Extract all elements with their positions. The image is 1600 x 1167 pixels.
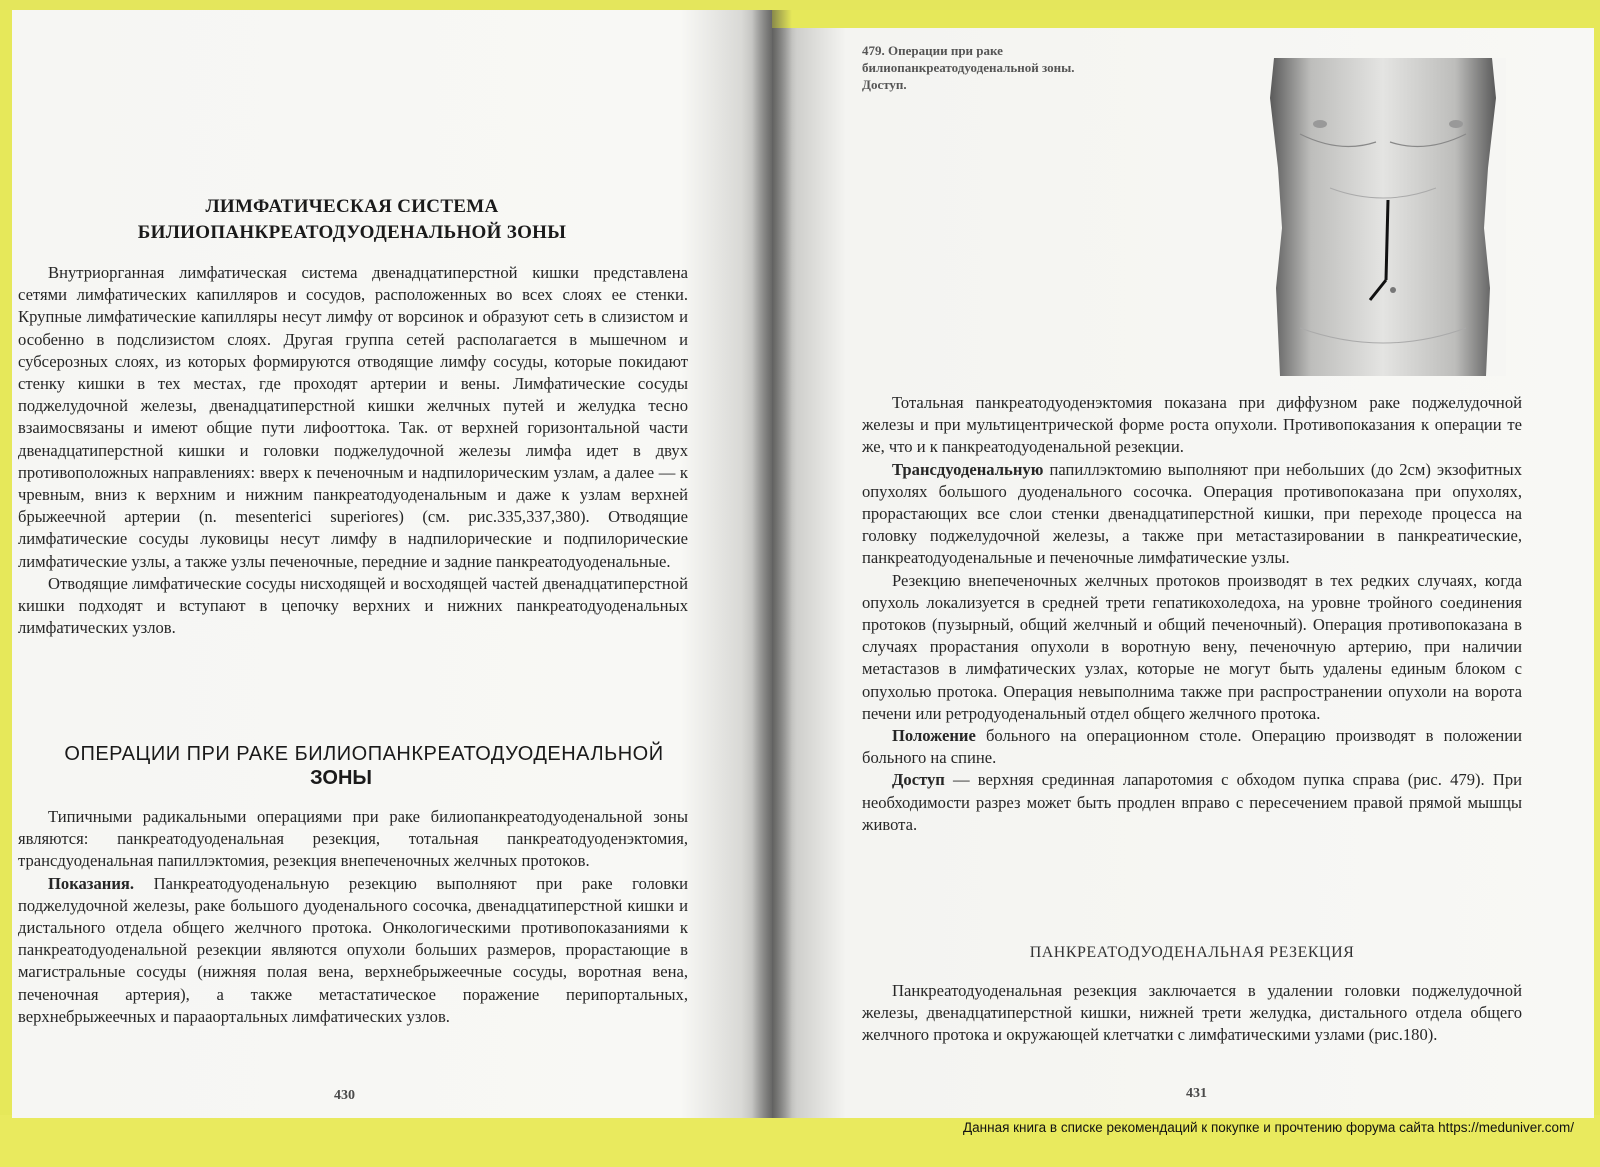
book-spine-shadow xyxy=(752,10,792,1118)
lymph-heading xyxy=(12,194,692,246)
paragraph xyxy=(862,725,1522,769)
position-text: больного на операционном столе. Операцию производят в положении больного на спине. xyxy=(862,726,1522,768)
lymph-heading-line2: БИЛИОПАНКРЕАТОДУОДЕНАЛЬНОЙ ЗОНЫ xyxy=(137,222,567,243)
resection-heading: ПАНКРЕАТОДУОДЕНАЛЬНАЯ РЕЗЕКЦИЯ xyxy=(1029,944,1355,961)
right-text-block xyxy=(862,392,1522,836)
indications-lead: Показания. xyxy=(48,873,135,893)
right-page xyxy=(772,28,1594,1118)
operations-heading-line1: ОПЕРАЦИИ ПРИ РАКЕ БИЛИОПАНКРЕАТОДУОДЕНАЛЬНОЙ xyxy=(64,743,664,765)
position-lead: Положение xyxy=(892,726,976,746)
paragraph: Резекцию внепеченочных желчных протоков производят в тех редких случаях, когда опухоль локализуется в средней трети гепатикохоледоха, на уровне тройного соединения протоков (пузырный, общий желчный и общий печеночный). Операция противопоказана в случаях прорастания опухоли в воротную вену, печеночную артерию, при наличии метастазов в лимфатических узлах, которые не могут быть удалены единым блоком с опухолью протока. Операция невыполнима также при распространении опухоли на ворота печени или ретродуоденальный отдел общего желчного протока. xyxy=(862,570,1522,723)
page-number-right: 431 xyxy=(1186,1086,1207,1101)
transduodenal-lead: Трансдуоденальную xyxy=(892,459,1044,479)
paragraph xyxy=(862,769,1522,836)
access-lead: Доступ xyxy=(892,770,945,790)
left-page xyxy=(12,10,772,1118)
paragraph: Панкреатодуоденальная резекция заключается в удалении головки поджелудочной железы, двенадцатиперстной кишки, нижней трети желудка, дистального отдела общего желчного протока и окружающей клетчатки с лимфатическими узлами (рис.180). xyxy=(862,981,1522,1045)
paragraph xyxy=(862,459,1522,570)
paragraph: Внутриорганная лимфатическая система двенадцатиперстной кишки представлена сетями лимфатических капилляров и сосудов, расположенных во всех слоях ее стенки. Крупные лимфатические капилляры несут лимфу от ворсинок и образуют сеть в слизистом и особенно в подслизистом слоях. Другая группа сетей располагается в мышечном и субсерозных слоях, из которых формируются отводящие лимфу сосуды, которые покидают стенку кишки в тех местах, где проходят артерии и вены. Лимфатические сосуды поджелудочной железы, двенадцатиперстной кишки желчных путей и желудка тесно взаимосвязаны и имеют общие пути лифооттока. Так. от верхней горизонтальной части двенадцатиперстной кишки и головки поджелудочной железы лимфа идет в двух противоположных направлениях: вверх к печеночным и надпилорическим узлам, а далее — к чревным, вниз к верхним и нижним панкреатодуоденальным и даже к узлам верхней брыжеечной артерии (n. mesenterici superiores) (см. рис.335,337,380). Отводящие лимфатические сосуды луковицы несут лимфу в надпилорические и подпилорические лимфатические узлы, а также узлы печеночные, передние и задние панкреатодуоденальные. xyxy=(18,263,688,571)
operations-heading-line2: ЗОНЫ xyxy=(310,767,372,789)
top-highlight-band xyxy=(0,0,1600,10)
torso-incision-illustration xyxy=(1260,58,1506,376)
paragraph: Тотальная панкреатодуоденэктомия показана при диффузном раке поджелудочной железы и при мультицентрической форме роста опухоли. Противопоказания к операции те же, что и к панкреатодуоденальной резекции. xyxy=(862,393,1522,457)
access-text: — верхняя срединная лапаротомия с обходом пупка справа (рис. 479). При необходимости разрез может быть продлен вправо с пересечением правой прямой мышцы живота. xyxy=(862,770,1522,834)
lymph-heading-line1: ЛИМФАТИЧЕСКАЯ СИСТЕМА xyxy=(205,196,499,217)
indications-text: Панкреатодуоденальную резекцию выполняют при раке головки поджелудочной железы, раке большого дуоденального сосочка, двенадцатиперстной кишки и дистального отдела общего желчного протока. Онкологическими противопоказаниями к панкреатодуоденальной резекции являются опухоли больших размеров, прорастающие в магистральные сосуды (нижняя полая вена, верхнебрыжеечные сосуды, воротная вена, печеночная артерия), а также метастатическое поражение перипортальных, верхнебрыжеечных и парааортальных лимфатических узлов. xyxy=(18,873,688,1026)
page-number-left: 430 xyxy=(334,1088,355,1103)
footer-recommendation: Данная книга в списке рекомендаций к покупке и прочтению форума сайта https://meduniver.com/ xyxy=(963,1120,1574,1135)
transduodenal-text: папиллэктомию выполняют при небольших (до 2см) экзофитных опухолях большого дуоденального сосочка. Операция противопоказана при опухолях, прорастающих все слои стенки двенадцатиперстной кишки, при переходе процесса на головку поджелудочной железы, а также при метастазировании в панкреатические, панкреатодуоденальные и печеночные лимфатические узлы. xyxy=(862,459,1522,568)
operations-text-block xyxy=(18,806,688,1028)
paragraph: Отводящие лимфатические сосуды нисходящей и восходящей частей двенадцатиперстной кишки подходят и вступают в цепочку верхних и нижних панкреатодуоденальных лимфатических узлов. xyxy=(18,573,688,638)
paragraph: Типичными радикальными операциями при раке билиопанкреатодуоденальной зоны являются: панкреатодуоденальная резекция, тотальная панкреатодуоденэктомия, трансдуоденальная папиллэктомия, резекция внепеченочных желчных протоков. xyxy=(18,807,688,871)
figure-caption: 479. Операции при раке билиопанкреатодуоденальной зоны. Доступ. xyxy=(862,43,1075,92)
lymph-text-block xyxy=(18,262,688,639)
paragraph xyxy=(18,873,688,1028)
operations-heading xyxy=(34,742,694,790)
resection-text-block xyxy=(862,980,1522,1047)
